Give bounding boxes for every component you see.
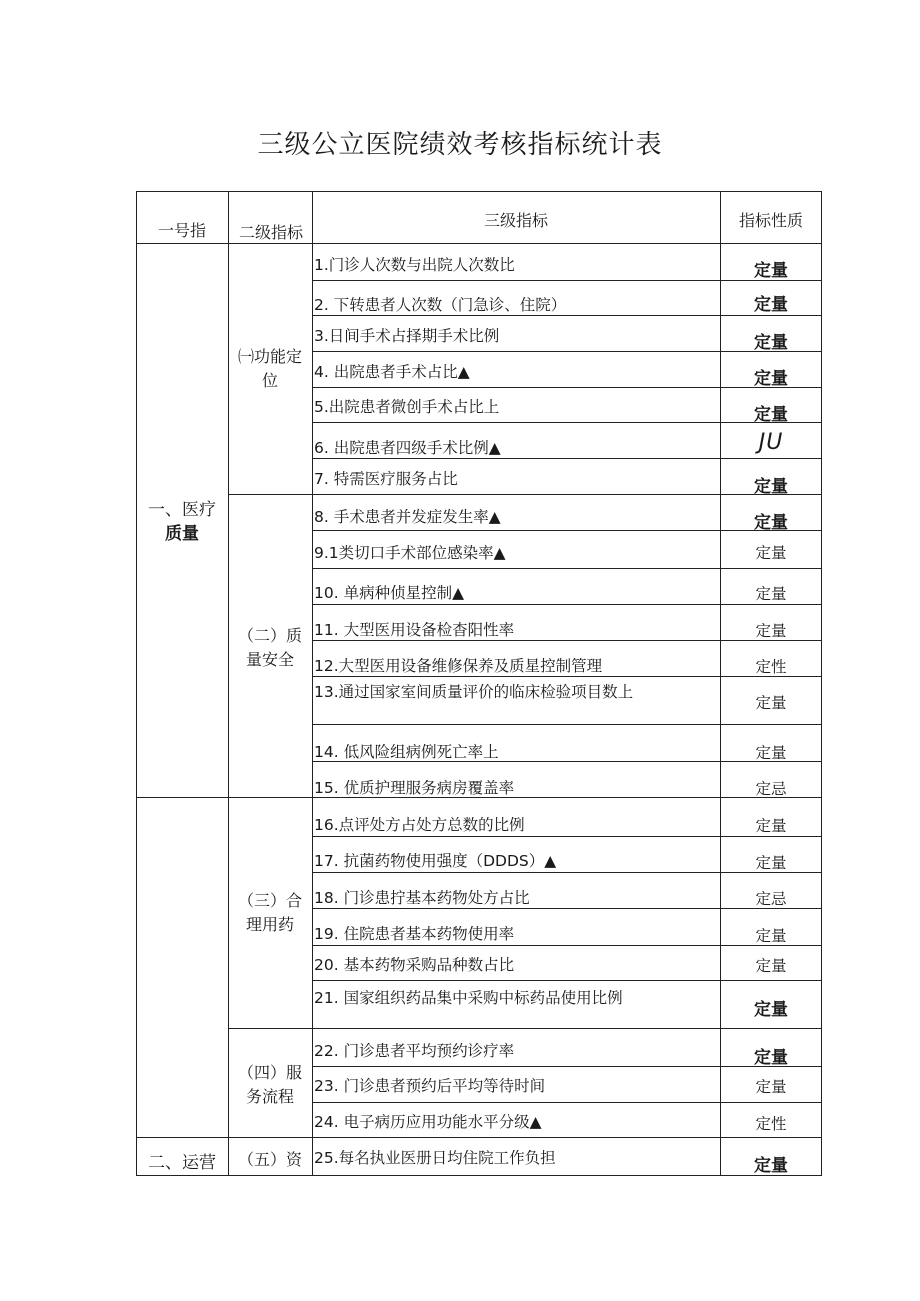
table-row-item: 6. 出院患者四级手术比例▲ <box>314 439 501 457</box>
table-row-item: 4. 出院患者手术占比▲ <box>314 363 470 381</box>
table-row-nature: 定量 <box>755 854 787 872</box>
table-row-item: 19. 住院患者基本药物使用率 <box>314 925 515 943</box>
table-row-nature: 定量 <box>754 333 788 353</box>
table-row-item: 21. 国家组织药品集中采购中标药品使用比例 <box>314 989 623 1007</box>
level2-label-line2: 位 <box>261 371 278 390</box>
header-level1: 一号指 <box>157 221 206 240</box>
table-row-nature: 定量 <box>754 1156 788 1176</box>
header-level2: 二级指标 <box>238 223 303 242</box>
level2-label-line1: （五）资 <box>237 1150 302 1169</box>
level2-rational-drug-use <box>230 889 310 937</box>
level2-label-line1: （三）合 <box>237 891 302 910</box>
level1-medical-quality <box>137 498 227 546</box>
table-row-nature: 定性 <box>755 1115 787 1133</box>
table-row-nature: 定量 <box>754 369 788 389</box>
table-row-nature: 定量 <box>754 477 788 497</box>
level1-label-line1: 一、医疗 <box>148 500 216 520</box>
table-row-item: 22. 门诊患者平均预约诊疗率 <box>314 1042 515 1060</box>
level2-label-line1: （四）服 <box>237 1063 302 1082</box>
table-row-nature: 定量 <box>754 295 788 315</box>
level2-label-line2: 务流程 <box>245 1087 294 1106</box>
table-row-nature: 定忌 <box>755 890 787 908</box>
table-row-item: 9.1类切口手术部位感染率▲ <box>314 544 506 562</box>
table-row-item: 7. 特需医疗服务占比 <box>314 470 458 488</box>
table-row-nature: 定量 <box>754 1048 788 1068</box>
table-row-item: 13.通过国家室间质量评价的临床检验项目数上 <box>314 683 634 701</box>
table-row-item: 1.门诊人次数与出院人次数比 <box>314 256 515 274</box>
page-title: 三级公立医院绩效考核指标统计表 <box>257 130 663 160</box>
level2-function <box>230 345 310 393</box>
table-row-nature: 定量 <box>755 544 787 562</box>
level1-label-line2: 质量 <box>165 524 199 544</box>
table-row-item: 15. 优质护理服务病房覆盖率 <box>314 779 515 797</box>
table-row-nature: 定量 <box>755 744 787 762</box>
table-row-item: 24. 电子病历应用功能水平分级▲ <box>314 1113 542 1131</box>
table-row-nature: 定量 <box>755 817 787 835</box>
table-row-nature: JU <box>758 430 784 455</box>
table-row-item: 10. 单病种侦星控制▲ <box>314 584 464 602</box>
level2-quality-safety <box>230 624 310 672</box>
table-row-item: 2. 下转患者人次数（门急诊、住院） <box>314 296 567 314</box>
level1-label-line1: 二、运营 <box>148 1153 216 1173</box>
level2-label-line2: 理用药 <box>245 915 294 934</box>
table-row-item: 5.出院患者微创手术占比上 <box>314 398 500 416</box>
table-row-item: 3.日间手术占择期手术比例 <box>314 327 500 345</box>
table-row-item: 23. 门诊患者预约后平均等待时间 <box>314 1077 546 1095</box>
table-row-nature: 定忌 <box>755 780 787 798</box>
table-row-nature: 定量 <box>754 1000 788 1020</box>
header-level3: 三级指标 <box>483 211 548 230</box>
level2-label-line2: 量安全 <box>245 650 294 669</box>
table-row-nature: 定量 <box>754 405 788 425</box>
table-row-item: 14. 低风险组病例死亡率上 <box>314 743 499 761</box>
table-row-item: 8. 手术患者并发症发生率▲ <box>314 508 501 526</box>
table-row-item: 18. 门诊患拧基本药物处方占比 <box>314 889 530 907</box>
table-row-nature: 定量 <box>755 927 787 945</box>
table-row-nature: 定量 <box>755 622 787 640</box>
table-row-nature: 定性 <box>755 658 787 676</box>
table-row-nature: 定量 <box>754 513 788 533</box>
table-row-nature: 定量 <box>755 957 787 975</box>
table-row-nature: 定量 <box>755 585 787 603</box>
table-row-nature: 定量 <box>755 1078 787 1096</box>
table-row-item: 16.点评处方占处方总数的比例 <box>314 816 525 834</box>
header-nature: 指标性质 <box>738 211 803 230</box>
level2-label-line1: （二）质 <box>237 626 302 645</box>
table-row-item: 25.每名执业医册日均住院工作负担 <box>314 1149 556 1167</box>
level2-label-line1: ㈠功能定 <box>237 347 302 366</box>
table-row-nature: 定量 <box>755 694 787 712</box>
level2-resources <box>230 1148 310 1172</box>
table-row-item: 11. 大型医用设备检杳阳性率 <box>314 621 515 639</box>
table-row-nature: 定量 <box>754 261 788 281</box>
table-row-item: 20. 基本药物采购品种数占比 <box>314 956 515 974</box>
table-row-item: 17. 抗菌药物使用强度（DDDS）▲ <box>314 852 557 870</box>
level1-operations <box>137 1151 227 1175</box>
level2-service-process <box>230 1061 310 1109</box>
table-row-item: 12.大型医用设备维修保养及质星控制管理 <box>314 657 603 675</box>
